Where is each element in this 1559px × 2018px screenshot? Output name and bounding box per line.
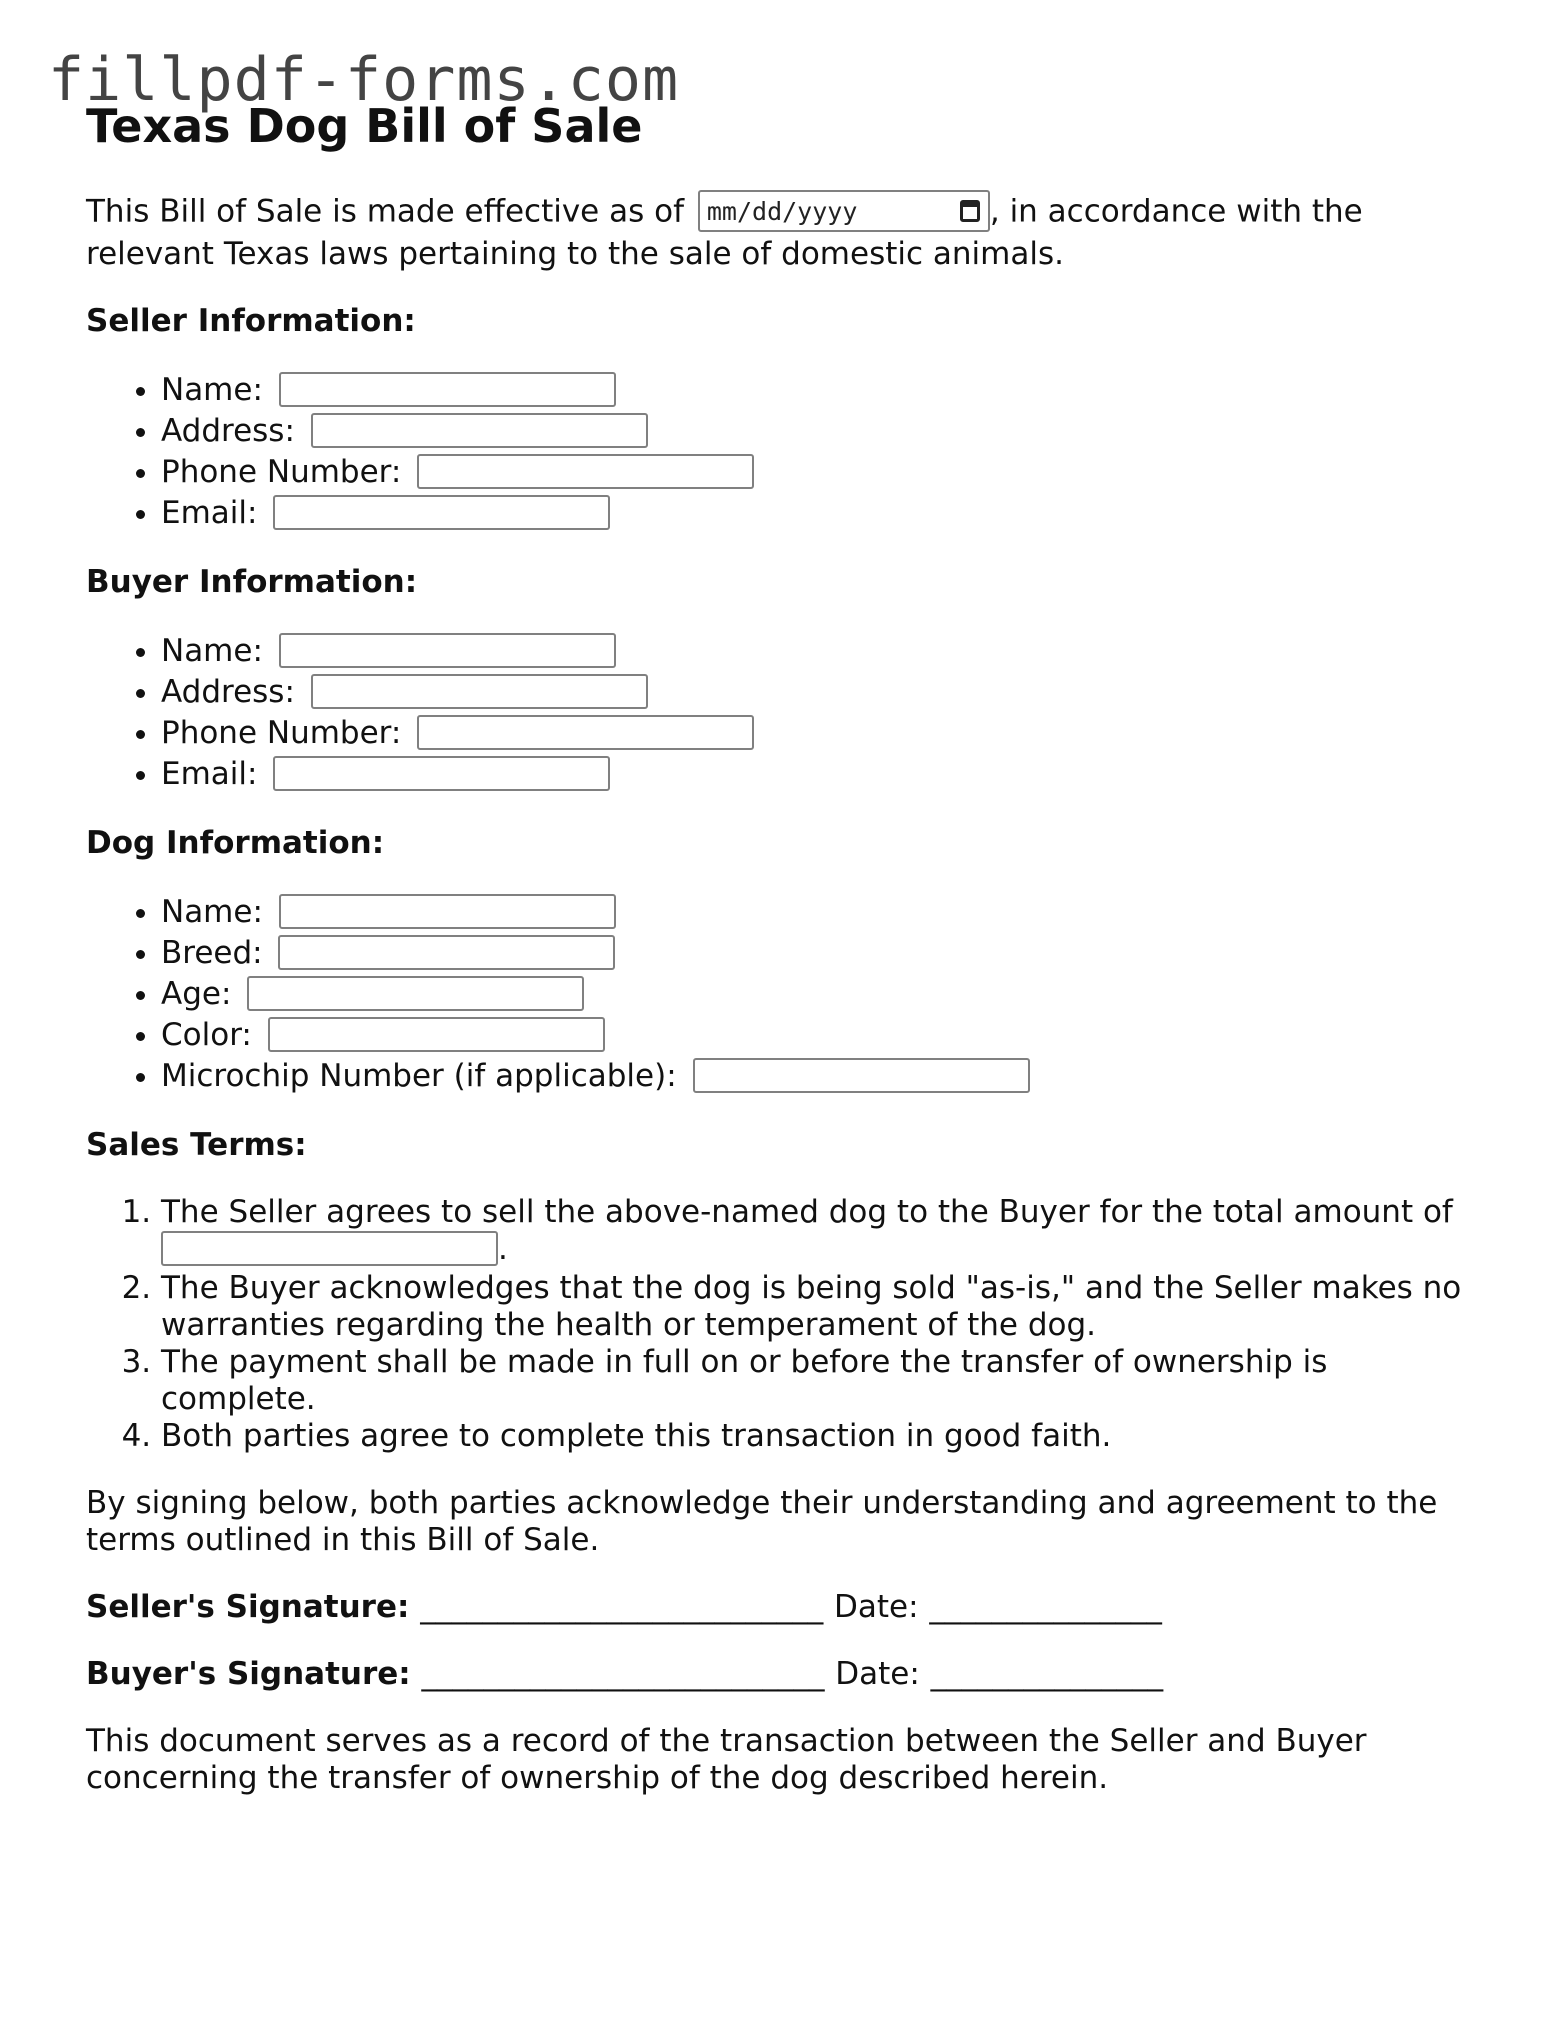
buyer-signature-blank[interactable]: __________________________ [421,1656,825,1692]
dog-microchip-label: Microchip Number (if applicable): [161,1058,677,1094]
seller-email-input[interactable] [273,495,610,530]
list-item [161,411,1486,452]
buyer-phone-label: Phone Number: [161,715,402,751]
list-item [161,713,1486,754]
list-item: 4. Both parties agree to complete this transaction in good faith. [161,1418,1486,1455]
list-item [161,974,1486,1015]
calendar-icon[interactable] [960,200,980,222]
buyer-signature-line [86,1656,1486,1693]
seller-name-input[interactable] [279,372,616,407]
list-item [161,452,1486,493]
seller-heading: Seller Information: [86,303,416,339]
intro-text-before: This Bill of Sale is made effective as of [86,193,684,230]
buyer-date-blank[interactable]: _______________ [930,1656,1164,1692]
dog-age-label: Age: [161,976,232,1012]
buyer-date-label: Date: [835,1656,920,1692]
terms-list [86,1194,1486,1455]
seller-address-input[interactable] [311,413,648,448]
seller-address-label: Address: [161,413,295,449]
document-body [86,98,1486,1827]
terms-heading: Sales Terms: [86,1127,307,1163]
seller-date-label: Date: [833,1589,919,1625]
dog-microchip-input[interactable] [693,1058,1030,1093]
watermark-logo: fillpdf-forms.com [48,45,680,115]
buyer-heading: Buyer Information: [86,564,418,600]
terms-item-1-text: The Seller agrees to sell the above-named dog to the Buyer for the total amount of [161,1194,1453,1230]
acknowledgement-paragraph: By signing below, both parties acknowledge their understanding and agreement to the terms outlined in this Bill of Sale. [86,1485,1438,1558]
seller-signature-label: Seller's Signature: [86,1589,410,1625]
list-item [161,493,1486,534]
dog-age-input[interactable] [247,976,584,1011]
effective-date-input[interactable] [698,190,990,232]
buyer-name-label: Name: [161,633,263,669]
buyer-signature-label: Buyer's Signature: [86,1656,411,1692]
buyer-address-label: Address: [161,674,295,710]
seller-date-blank[interactable]: _______________ [929,1589,1162,1625]
seller-email-label: Email: [161,495,258,531]
list-item [161,1194,1486,1270]
buyer-email-label: Email: [161,756,258,792]
list-item [161,631,1486,672]
buyer-address-input[interactable] [311,674,648,709]
list-item [161,1056,1486,1097]
page-title: Texas Dog Bill of Sale [86,99,643,153]
intro-text-after: , in accordance with the relevant Texas laws pertaining to the sale of domestic animals. [86,193,1363,272]
list-item [161,1015,1486,1056]
seller-signature-blank[interactable]: __________________________ [420,1589,824,1625]
seller-phone-label: Phone Number: [161,454,402,490]
seller-name-label: Name: [161,372,263,408]
dog-heading: Dog Information: [86,825,385,861]
terms-item-1-end: . [498,1231,508,1267]
date-placeholder: mm/dd/yyyy [706,196,858,226]
intro-paragraph [86,190,1486,273]
list-item [161,370,1486,411]
seller-phone-input[interactable] [417,454,754,489]
dog-color-input[interactable] [268,1017,605,1052]
buyer-fields-list [86,631,1486,795]
buyer-phone-input[interactable] [417,715,754,750]
list-item: 3. The payment shall be made in full on or before the transfer of ownership is complete. [161,1344,1486,1418]
closing-paragraph: This document serves as a record of the transaction between the Seller and Buyer concerning the transfer of ownership of the dog described herein. [86,1723,1367,1796]
list-item [161,933,1486,974]
dog-fields-list [86,892,1486,1097]
list-item [161,754,1486,795]
buyer-name-input[interactable] [279,633,616,668]
buyer-email-input[interactable] [273,756,610,791]
list-item [161,672,1486,713]
dog-breed-label: Breed: [161,935,263,971]
dog-breed-input[interactable] [278,935,615,970]
list-item: 2. The Buyer acknowledges that the dog is being sold "as-is," and the Seller makes no warranties regarding the health or temperament of the dog. [161,1270,1486,1344]
dog-name-label: Name: [161,894,263,930]
seller-fields-list [86,370,1486,534]
dog-color-label: Color: [161,1017,252,1053]
list-item [161,892,1486,933]
sale-amount-input[interactable] [161,1231,498,1266]
dog-name-input[interactable] [279,894,616,929]
seller-signature-line [86,1589,1486,1626]
